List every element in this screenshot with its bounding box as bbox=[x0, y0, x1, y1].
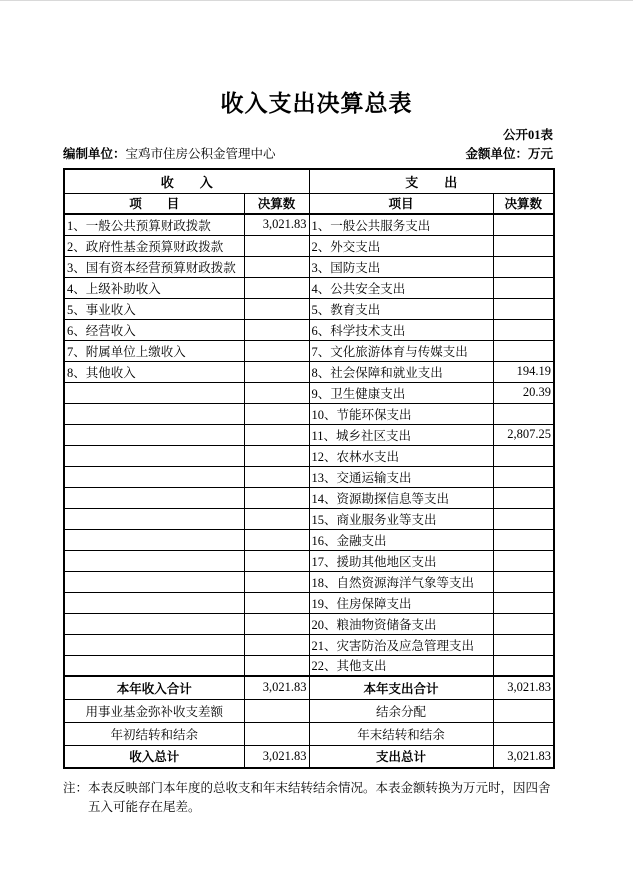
expense-amount-cell bbox=[493, 298, 554, 319]
income-amount-cell bbox=[244, 550, 309, 571]
income-item-cell bbox=[64, 382, 244, 403]
amount-unit-value: 万元 bbox=[527, 147, 553, 161]
income-amount-cell bbox=[244, 277, 309, 298]
expense-item-cell: 19、住房保障支出 bbox=[309, 592, 493, 613]
unit-line bbox=[63, 146, 553, 162]
income-summary-label: 收入总计 bbox=[64, 745, 244, 768]
income-amount-cell bbox=[244, 382, 309, 403]
expense-summary-amount: 3,021.83 bbox=[493, 676, 554, 699]
expense-summary-label: 支出总计 bbox=[309, 745, 493, 768]
income-amount-cell bbox=[244, 403, 309, 424]
income-item-cell bbox=[64, 466, 244, 487]
expense-item-cell: 3、国防支出 bbox=[309, 256, 493, 277]
income-amount-cell bbox=[244, 655, 309, 676]
income-amount-cell bbox=[244, 445, 309, 466]
income-item-cell: 8、其他收入 bbox=[64, 361, 244, 382]
income-summary-amount bbox=[244, 699, 309, 722]
income-item-header: 项 目 bbox=[64, 193, 244, 214]
income-item-cell bbox=[64, 613, 244, 634]
expense-amount-cell bbox=[493, 529, 554, 550]
item-row-14 bbox=[64, 487, 554, 508]
expense-amount-cell bbox=[493, 592, 554, 613]
item-row-5 bbox=[64, 298, 554, 319]
income-item-cell bbox=[64, 634, 244, 655]
expense-item-cell: 7、文化旅游体育与传媒支出 bbox=[309, 340, 493, 361]
expense-amount-cell bbox=[493, 277, 554, 298]
income-item-cell bbox=[64, 571, 244, 592]
income-item-cell bbox=[64, 592, 244, 613]
section-header-row bbox=[64, 169, 554, 193]
amount-unit bbox=[465, 146, 553, 162]
expense-item-cell: 5、教育支出 bbox=[309, 298, 493, 319]
income-item-cell: 1、一般公共预算财政拨款 bbox=[64, 214, 244, 235]
income-amount-cell: 3,021.83 bbox=[244, 214, 309, 235]
footnote bbox=[63, 779, 563, 817]
expense-item-cell: 12、农林水支出 bbox=[309, 445, 493, 466]
income-item-cell bbox=[64, 403, 244, 424]
expense-item-cell: 9、卫生健康支出 bbox=[309, 382, 493, 403]
expense-item-cell: 16、金融支出 bbox=[309, 529, 493, 550]
item-row-1 bbox=[64, 214, 554, 235]
income-amount-cell bbox=[244, 529, 309, 550]
expense-summary-label: 结余分配 bbox=[309, 699, 493, 722]
income-item-cell: 5、事业收入 bbox=[64, 298, 244, 319]
item-row-15 bbox=[64, 508, 554, 529]
item-row-4 bbox=[64, 277, 554, 298]
summary-row-4 bbox=[64, 745, 554, 768]
income-amount-cell bbox=[244, 298, 309, 319]
item-row-9 bbox=[64, 382, 554, 403]
income-amount-cell bbox=[244, 487, 309, 508]
item-row-21 bbox=[64, 634, 554, 655]
expense-item-cell: 17、援助其他地区支出 bbox=[309, 550, 493, 571]
income-summary-amount bbox=[244, 722, 309, 745]
income-amount-cell bbox=[244, 361, 309, 382]
expense-item-cell: 14、资源勘探信息等支出 bbox=[309, 487, 493, 508]
expense-amount-cell bbox=[493, 571, 554, 592]
expense-section-header: 支 出 bbox=[309, 169, 554, 193]
income-item-cell bbox=[64, 508, 244, 529]
expense-item-cell: 21、灾害防治及应急管理支出 bbox=[309, 634, 493, 655]
prepared-by bbox=[63, 146, 276, 162]
income-amount-header: 决算数 bbox=[244, 193, 309, 214]
item-row-18 bbox=[64, 571, 554, 592]
summary-row-1 bbox=[64, 676, 554, 699]
expense-amount-cell bbox=[493, 214, 554, 235]
income-item-cell: 3、国有资本经营预算财政拨款 bbox=[64, 256, 244, 277]
expense-item-cell: 8、社会保障和就业支出 bbox=[309, 361, 493, 382]
expense-amount-cell: 2,807.25 bbox=[493, 424, 554, 445]
summary-row-2 bbox=[64, 699, 554, 722]
page-title: 收入支出决算总表 bbox=[220, 91, 413, 117]
expense-item-cell: 22、其他支出 bbox=[309, 655, 493, 676]
expense-amount-cell bbox=[493, 256, 554, 277]
expense-item-cell: 1、一般公共服务支出 bbox=[309, 214, 493, 235]
expense-amount-cell bbox=[493, 340, 554, 361]
item-row-22 bbox=[64, 655, 554, 676]
prepared-by-label: 编制单位： bbox=[63, 147, 126, 161]
item-row-6 bbox=[64, 319, 554, 340]
expense-amount-cell bbox=[493, 613, 554, 634]
expense-summary-label: 本年支出合计 bbox=[309, 676, 493, 699]
income-item-cell bbox=[64, 424, 244, 445]
income-item-cell: 4、上级补助收入 bbox=[64, 277, 244, 298]
expense-amount-header: 决算数 bbox=[493, 193, 554, 214]
item-row-17 bbox=[64, 550, 554, 571]
expense-item-cell: 15、商业服务业等支出 bbox=[309, 508, 493, 529]
expense-summary-amount bbox=[493, 699, 554, 722]
income-amount-cell bbox=[244, 235, 309, 256]
income-amount-cell bbox=[244, 340, 309, 361]
item-row-16 bbox=[64, 529, 554, 550]
income-amount-cell bbox=[244, 634, 309, 655]
item-row-10 bbox=[64, 403, 554, 424]
income-amount-cell bbox=[244, 319, 309, 340]
expense-summary-label: 年末结转和结余 bbox=[309, 722, 493, 745]
income-amount-cell bbox=[244, 613, 309, 634]
expense-amount-cell bbox=[493, 487, 554, 508]
income-item-cell: 6、经营收入 bbox=[64, 319, 244, 340]
expense-amount-cell bbox=[493, 319, 554, 340]
income-amount-cell bbox=[244, 256, 309, 277]
expense-item-cell: 2、外交支出 bbox=[309, 235, 493, 256]
income-section-header: 收 入 bbox=[64, 169, 309, 193]
meta-area bbox=[63, 128, 553, 162]
expense-amount-cell bbox=[493, 403, 554, 424]
income-summary-amount: 3,021.83 bbox=[244, 745, 309, 768]
income-summary-label: 本年收入合计 bbox=[64, 676, 244, 699]
expense-item-cell: 11、城乡社区支出 bbox=[309, 424, 493, 445]
expense-amount-cell bbox=[493, 550, 554, 571]
expense-amount-cell bbox=[493, 634, 554, 655]
income-amount-cell bbox=[244, 466, 309, 487]
footnote-prefix: 注： bbox=[63, 781, 89, 795]
expense-item-cell: 18、自然资源海洋气象等支出 bbox=[309, 571, 493, 592]
expense-item-cell: 13、交通运输支出 bbox=[309, 466, 493, 487]
income-amount-cell bbox=[244, 592, 309, 613]
column-header-row bbox=[64, 193, 554, 214]
amount-unit-label: 金额单位： bbox=[465, 147, 528, 161]
income-item-cell bbox=[64, 550, 244, 571]
income-summary-amount: 3,021.83 bbox=[244, 676, 309, 699]
expense-amount-cell bbox=[493, 655, 554, 676]
income-item-cell bbox=[64, 529, 244, 550]
income-amount-cell bbox=[244, 424, 309, 445]
expense-amount-cell bbox=[493, 466, 554, 487]
summary-row-3 bbox=[64, 722, 554, 745]
income-amount-cell bbox=[244, 508, 309, 529]
income-item-cell bbox=[64, 487, 244, 508]
expense-amount-cell bbox=[493, 235, 554, 256]
item-row-19 bbox=[64, 592, 554, 613]
income-item-cell: 7、附属单位上缴收入 bbox=[64, 340, 244, 361]
income-amount-cell bbox=[244, 571, 309, 592]
expense-item-cell: 20、粮油物资储备支出 bbox=[309, 613, 493, 634]
budget-summary-table bbox=[63, 168, 555, 769]
expense-item-cell: 6、科学技术支出 bbox=[309, 319, 493, 340]
item-row-11 bbox=[64, 424, 554, 445]
item-row-13 bbox=[64, 466, 554, 487]
expense-amount-cell: 194.19 bbox=[493, 361, 554, 382]
item-row-2 bbox=[64, 235, 554, 256]
item-row-8 bbox=[64, 361, 554, 382]
income-summary-label: 用事业基金弥补收支差额 bbox=[64, 699, 244, 722]
income-item-cell: 2、政府性基金预算财政拨款 bbox=[64, 235, 244, 256]
item-row-7 bbox=[64, 340, 554, 361]
expense-amount-cell bbox=[493, 508, 554, 529]
expense-summary-amount: 3,021.83 bbox=[493, 745, 554, 768]
table-body bbox=[64, 214, 554, 768]
prepared-by-value: 宝鸡市住房公积金管理中心 bbox=[125, 147, 276, 161]
income-item-cell bbox=[64, 445, 244, 466]
item-row-3 bbox=[64, 256, 554, 277]
item-row-12 bbox=[64, 445, 554, 466]
expense-item-cell: 4、公共安全支出 bbox=[309, 277, 493, 298]
expense-item-header: 项目 bbox=[309, 193, 493, 214]
expense-amount-cell bbox=[493, 445, 554, 466]
expense-summary-amount bbox=[493, 722, 554, 745]
expense-amount-cell: 20.39 bbox=[493, 382, 554, 403]
item-row-20 bbox=[64, 613, 554, 634]
form-number: 公开01表 bbox=[502, 128, 553, 142]
expense-item-cell: 10、节能环保支出 bbox=[309, 403, 493, 424]
income-item-cell bbox=[64, 655, 244, 676]
income-summary-label: 年初结转和结余 bbox=[64, 722, 244, 745]
footnote-text: 本表反映部门本年度的总收支和年末结转结余情况。本表金额转换为万元时，因四舍五入可能存在尾差。 bbox=[88, 781, 551, 814]
